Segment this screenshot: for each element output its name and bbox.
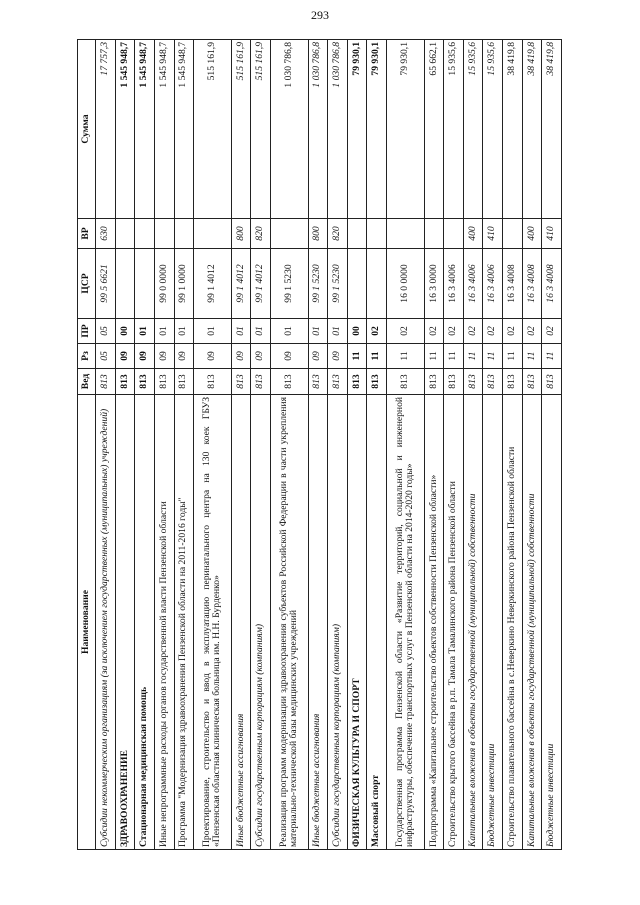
cell-pr: 01 (135, 319, 155, 344)
cell-csr: 16 3 4008 (542, 249, 562, 319)
cell-name: Капитальные вложения в объекты государственной (муниципальной) собственности (463, 395, 483, 850)
cell-csr: 99 0 0000 (154, 249, 174, 319)
cell-vr: 820 (328, 219, 348, 249)
cell-vr (347, 219, 367, 249)
cell-vr (135, 219, 155, 249)
table-row (231, 40, 251, 850)
table-row (251, 40, 271, 850)
cell-sum: 515 161,9 (194, 40, 232, 219)
cell-ved: 813 (308, 369, 328, 395)
cell-vr: 820 (251, 219, 271, 249)
cell-pr: 02 (503, 319, 523, 344)
cell-name: Иные бюджетные ассигнования (308, 395, 328, 850)
cell-sum: 1 545 948,7 (135, 40, 155, 219)
cell-ved: 813 (542, 369, 562, 395)
cell-rz: 09 (115, 344, 135, 369)
cell-vr (387, 219, 425, 249)
cell-csr (367, 249, 387, 319)
cell-csr: 99 1 5230 (328, 249, 348, 319)
cell-name: Иные непрограммные расходы органов государственной власти Пензенской области (154, 395, 174, 850)
cell-rz: 09 (174, 344, 194, 369)
cell-rz: 11 (387, 344, 425, 369)
cell-name: Проектирование, строительство и ввод в эксплуатацию перинатального центра на 130 коек ГБУЗ «Пензенская областная клиническая больница им. Н.Н. Бурденко» (194, 395, 232, 850)
cell-ved: 813 (424, 369, 444, 395)
cell-name: Субсидии некоммерческим организациям (за исключением государственных (муниципальных) учреждений) (96, 395, 116, 850)
cell-sum: 38 419,8 (522, 40, 542, 219)
cell-pr: 01 (174, 319, 194, 344)
cell-pr: 01 (231, 319, 251, 344)
cell-rz: 09 (251, 344, 271, 369)
cell-pr: 01 (251, 319, 271, 344)
header-rz: Рз (78, 344, 96, 369)
table-row (367, 40, 387, 850)
table-row (270, 40, 308, 850)
cell-rz: 11 (424, 344, 444, 369)
cell-csr: 16 3 4006 (444, 249, 464, 319)
table-row (328, 40, 348, 850)
cell-sum: 15 935,6 (483, 40, 503, 219)
cell-vr: 410 (542, 219, 562, 249)
cell-name: Иные бюджетные ассигнования (231, 395, 251, 850)
table-row (387, 40, 425, 850)
cell-pr: 01 (308, 319, 328, 344)
cell-name: Субсидии государственным корпорациям (компаниям) (328, 395, 348, 850)
table-row (154, 40, 174, 850)
cell-vr (115, 219, 135, 249)
table-row (135, 40, 155, 850)
cell-rz: 09 (154, 344, 174, 369)
cell-sum: 1 030 786,8 (328, 40, 348, 219)
cell-pr: 02 (483, 319, 503, 344)
cell-name: Строительство плавательного бассейна в с.Неверкино Неверкинского района Пензенской области (503, 395, 523, 850)
cell-name: Массовый спорт (367, 395, 387, 850)
cell-pr: 02 (463, 319, 483, 344)
table-row (308, 40, 328, 850)
cell-ved: 813 (463, 369, 483, 395)
cell-sum: 515 161,9 (251, 40, 271, 219)
cell-vr: 400 (522, 219, 542, 249)
header-vr: ВР (78, 219, 96, 249)
cell-vr (444, 219, 464, 249)
cell-csr: 16 3 4008 (522, 249, 542, 319)
cell-sum: 15 935,6 (463, 40, 483, 219)
cell-rz: 11 (347, 344, 367, 369)
cell-pr: 01 (328, 319, 348, 344)
cell-csr (115, 249, 135, 319)
header-name: Наименование (78, 395, 96, 850)
cell-csr: 99 1 0000 (174, 249, 194, 319)
cell-name: Стационарная медицинская помощь (135, 395, 155, 850)
cell-vr (174, 219, 194, 249)
cell-csr: 99 1 4012 (251, 249, 271, 319)
cell-sum: 1 030 786,8 (308, 40, 328, 219)
cell-sum: 79 930,1 (387, 40, 425, 219)
cell-csr: 16 0 0000 (387, 249, 425, 319)
cell-vr (270, 219, 308, 249)
cell-vr (367, 219, 387, 249)
cell-ved: 813 (231, 369, 251, 395)
page-number: 293 (311, 8, 329, 22)
cell-rz: 09 (194, 344, 232, 369)
cell-name: Субсидии государственным корпорациям (компаниям) (251, 395, 271, 850)
cell-sum: 38 419,8 (503, 40, 523, 219)
cell-pr: 02 (522, 319, 542, 344)
budget-table (77, 39, 562, 850)
cell-rz: 09 (328, 344, 348, 369)
cell-ved: 813 (115, 369, 135, 395)
cell-pr: 02 (424, 319, 444, 344)
cell-rz: 11 (367, 344, 387, 369)
table-row (463, 40, 483, 850)
cell-pr: 01 (194, 319, 232, 344)
cell-rz: 05 (96, 344, 116, 369)
cell-ved: 813 (154, 369, 174, 395)
table-row (96, 40, 116, 850)
table-row (347, 40, 367, 850)
cell-csr: 16 3 0000 (424, 249, 444, 319)
cell-name: Строительство крытого бассейна в р.п. Тамала Тамалинского района Пензенской области (444, 395, 464, 850)
cell-ved: 813 (444, 369, 464, 395)
cell-vr (154, 219, 174, 249)
cell-ved: 813 (367, 369, 387, 395)
header-pr: ПР (78, 319, 96, 344)
cell-rz: 11 (444, 344, 464, 369)
cell-ved: 813 (270, 369, 308, 395)
header-sum: Сумма (78, 40, 96, 219)
cell-sum: 515 161,9 (231, 40, 251, 219)
table-row (503, 40, 523, 850)
cell-vr: 400 (463, 219, 483, 249)
cell-ved: 813 (174, 369, 194, 395)
cell-ved: 813 (251, 369, 271, 395)
table-row (424, 40, 444, 850)
cell-vr (194, 219, 232, 249)
cell-sum: 65 662,1 (424, 40, 444, 219)
table-row (542, 40, 562, 850)
cell-name: ЗДРАВООХРАНЕНИЕ (115, 395, 135, 850)
cell-vr: 800 (308, 219, 328, 249)
cell-ved: 813 (328, 369, 348, 395)
cell-name: Бюджетные инвестиции (542, 395, 562, 850)
cell-sum: 1 545 948,7 (174, 40, 194, 219)
cell-rz: 11 (483, 344, 503, 369)
cell-vr: 410 (483, 219, 503, 249)
cell-sum: 79 930,1 (347, 40, 367, 219)
cell-sum: 1 545 948,7 (115, 40, 135, 219)
cell-rz: 11 (542, 344, 562, 369)
table-row (444, 40, 464, 850)
cell-vr (503, 219, 523, 249)
cell-csr: 99 1 4012 (231, 249, 251, 319)
cell-pr: 01 (270, 319, 308, 344)
cell-pr: 02 (367, 319, 387, 344)
cell-vr: 630 (96, 219, 116, 249)
cell-name: Бюджетные инвестиции (483, 395, 503, 850)
cell-sum: 17 757,3 (96, 40, 116, 219)
cell-name: Реализация программ модернизации здравоохранения субъектов Российской Федерации в части укрепления материально-технической базы медицинских учреждений (270, 395, 308, 850)
cell-ved: 813 (522, 369, 542, 395)
cell-ved: 813 (347, 369, 367, 395)
cell-pr: 00 (347, 319, 367, 344)
cell-csr (135, 249, 155, 319)
cell-name: Подпрограмма «Капитальное строительство объектов собственности Пензенской области» (424, 395, 444, 850)
cell-name: Капитальные вложения в объекты государственной (муниципальной) собственности (522, 395, 542, 850)
cell-sum: 79 930,1 (367, 40, 387, 219)
cell-rz: 09 (270, 344, 308, 369)
header-ved: Вед (78, 369, 96, 395)
cell-sum: 1 030 786,8 (270, 40, 308, 219)
cell-rz: 11 (522, 344, 542, 369)
cell-csr: 99 1 5230 (270, 249, 308, 319)
cell-csr: 99 1 4012 (194, 249, 232, 319)
cell-csr: 99 5 6621 (96, 249, 116, 319)
cell-ved: 813 (483, 369, 503, 395)
table-row (115, 40, 135, 850)
cell-ved: 813 (96, 369, 116, 395)
header-row (78, 40, 96, 850)
cell-csr: 99 1 5230 (308, 249, 328, 319)
table-row (194, 40, 232, 850)
cell-ved: 813 (387, 369, 425, 395)
cell-vr: 800 (231, 219, 251, 249)
cell-name: Программа "Модернизация здравоохранения Пензенской области на 2011-2016 годы" (174, 395, 194, 850)
rotated-table-wrapper (77, 40, 562, 850)
cell-rz: 09 (308, 344, 328, 369)
cell-pr: 00 (115, 319, 135, 344)
cell-pr: 01 (154, 319, 174, 344)
table-row (522, 40, 542, 850)
cell-pr: 02 (542, 319, 562, 344)
cell-name: ФИЗИЧЕСКАЯ КУЛЬТУРА И СПОРТ (347, 395, 367, 850)
cell-name: Государственная программа Пензенской области «Развитие территорий, социальной и инженерной инфраструктуры, обеспечение транспортных услуг в Пензенской области на 2014-2020 годы» (387, 395, 425, 850)
cell-pr: 05 (96, 319, 116, 344)
header-csr: ЦСР (78, 249, 96, 319)
cell-rz: 11 (463, 344, 483, 369)
table-body (96, 40, 562, 850)
cell-ved: 813 (503, 369, 523, 395)
cell-pr: 02 (444, 319, 464, 344)
cell-sum: 1 545 948,7 (154, 40, 174, 219)
cell-csr (347, 249, 367, 319)
cell-csr: 16 3 4006 (463, 249, 483, 319)
cell-csr: 16 3 4006 (483, 249, 503, 319)
cell-ved: 813 (194, 369, 232, 395)
table-row (174, 40, 194, 850)
cell-vr (424, 219, 444, 249)
cell-sum: 38 419,8 (542, 40, 562, 219)
cell-rz: 11 (503, 344, 523, 369)
cell-ved: 813 (135, 369, 155, 395)
cell-pr: 02 (387, 319, 425, 344)
cell-sum: 15 935,6 (444, 40, 464, 219)
cell-csr: 16 3 4008 (503, 249, 523, 319)
cell-rz: 09 (135, 344, 155, 369)
table-row (483, 40, 503, 850)
cell-rz: 09 (231, 344, 251, 369)
